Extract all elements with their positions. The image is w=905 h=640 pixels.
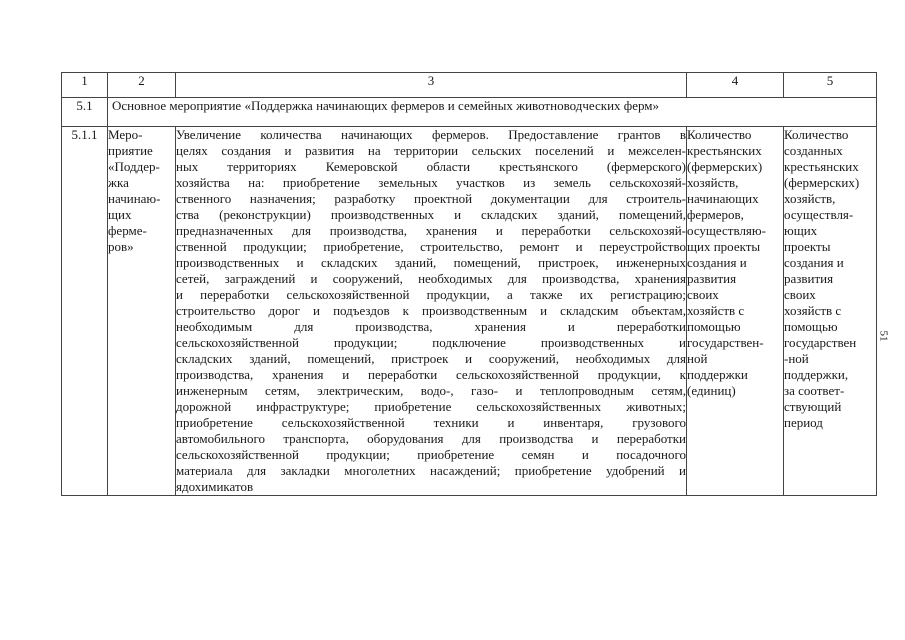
measure-name-line: «Поддер- — [108, 159, 160, 174]
indicator-cell — [687, 127, 784, 496]
description-line: ных территориях Кемеровской области крестьянского (фермерского) — [176, 159, 686, 174]
value-cell — [784, 127, 877, 496]
indicator-line: осуществляю- — [687, 223, 766, 238]
value-line: помощью — [784, 319, 838, 334]
description-line: Увеличение количества начинающих фермеров. Предоставление грантов в — [176, 127, 686, 142]
description-line: необходимым для производства, хранения и переработки — [176, 319, 686, 334]
description-line: приобретение сельскохозяйственной техники и инвентаря, грузового — [176, 415, 686, 430]
measure-name-line: жка — [108, 175, 129, 190]
description-line: дорожной инфраструктуре; приобретение сельскохозяйственных животных; — [176, 399, 686, 414]
indicator-line: хозяйств с — [687, 303, 745, 318]
section-title: Основное мероприятие «Поддержка начинающих фермеров и семейных животноводческих ферм» — [108, 98, 877, 127]
value-line: проекты — [784, 239, 831, 254]
section-row — [62, 98, 877, 127]
indicator-line: развития — [687, 271, 737, 286]
value-line: осуществля- — [784, 207, 854, 222]
page-number: 51 — [877, 330, 890, 342]
section-number: 5.1 — [62, 98, 108, 127]
measure-name-line: ров» — [108, 239, 134, 254]
row-number: 5.1.1 — [62, 127, 108, 496]
description-line: ства (реконструкции) производственных и складских зданий, помещений, — [176, 207, 686, 222]
description-line: производства, хранения и переработки сельскохозяйственной продукции, к — [176, 367, 686, 382]
value-line: (фермерских) — [784, 175, 860, 190]
value-line: созданных — [784, 143, 843, 158]
header-cell-5: 5 — [784, 73, 877, 98]
description-line: производственных и складских зданий, помещений, пристроек, инженерных — [176, 255, 686, 270]
description-line: предназначенных для производства, хранения и переработки сельскохозяй- — [176, 223, 686, 238]
description-line: и переработки сельскохозяйственной продукции, а также их регистрацию; — [176, 287, 686, 302]
description-line: сельскохозяйственной продукции; приобретение семян и посадочного — [176, 447, 686, 462]
value-line: развития — [784, 271, 834, 286]
description-line: целях создания и развития на территории сельских поселений и межселен- — [176, 143, 686, 158]
description-line: хозяйства на: приобретение земельных участков из земель сельскохозяй- — [176, 175, 686, 190]
measure-name-line: ферме- — [108, 223, 147, 238]
description-line: строительство дорог и подъездов к производственным и складским объектам, — [176, 303, 686, 318]
description-line: ственного назначения; разработку проектной документации для строитель- — [176, 191, 686, 206]
value-line: ствующий — [784, 399, 842, 414]
description-line: инженерным сетям, электрическим, водо-, газо- и теплопроводным сетям, — [176, 383, 686, 398]
table-row — [62, 127, 877, 496]
header-cell-2: 2 — [108, 73, 176, 98]
description-line: автомобильного транспорта, оборудования для производства и переработки — [176, 431, 686, 446]
indicator-line: создания и — [687, 255, 747, 270]
value-line: государствен — [784, 335, 857, 350]
indicator-line: (фермерских) — [687, 159, 763, 174]
indicator-line: поддержки — [687, 367, 748, 382]
value-line: хозяйств с — [784, 303, 842, 318]
value-line: своих — [784, 287, 816, 302]
measure-name-line: Меро- — [108, 127, 143, 142]
header-cell-3: 3 — [176, 73, 687, 98]
description-cell — [176, 127, 687, 496]
indicator-line: своих — [687, 287, 719, 302]
indicator-line: щих проекты — [687, 239, 761, 254]
measure-name-line: приятие — [108, 143, 153, 158]
value-line: хозяйств, — [784, 191, 836, 206]
description-line: сетей, заграждений и сооружений, необходимых для производства, хранения — [176, 271, 686, 286]
description-line: ядохимикатов — [176, 479, 254, 494]
value-line: ющих — [784, 223, 818, 238]
indicator-line: ной — [687, 351, 708, 366]
indicator-line: помощью — [687, 319, 741, 334]
header-row — [62, 73, 877, 98]
value-line: за соответ- — [784, 383, 845, 398]
description-line: сельскохозяйственной продукции; подключение производственных и — [176, 335, 686, 350]
header-cell-4: 4 — [687, 73, 784, 98]
description-line: складских зданий, помещений, пристроек и сооружений, необходимых для — [176, 351, 686, 366]
measure-name-line: начинаю- — [108, 191, 161, 206]
value-line: поддержки, — [784, 367, 849, 382]
indicator-line: фермеров, — [687, 207, 744, 222]
indicator-line: хозяйств, — [687, 175, 739, 190]
value-line: период — [784, 415, 823, 430]
value-line: -ной — [784, 351, 809, 366]
measure-name-cell — [108, 127, 176, 496]
indicator-line: крестьянских — [687, 143, 762, 158]
indicator-line: (единиц) — [687, 383, 736, 398]
indicator-line: начинающих — [687, 191, 759, 206]
header-cell-1: 1 — [62, 73, 108, 98]
value-line: создания и — [784, 255, 844, 270]
value-line: крестьянских — [784, 159, 859, 174]
value-line: Количество — [784, 127, 849, 142]
measures-table — [61, 72, 877, 496]
description-line: ственной продукции; приобретение, строительство, ремонт и переустройство — [176, 239, 686, 254]
description-line: материала для закладки многолетних насаждений; приобретение удобрений и — [176, 463, 686, 478]
indicator-line: Количество — [687, 127, 752, 142]
indicator-line: государствен- — [687, 335, 764, 350]
measure-name-line: щих — [108, 207, 132, 222]
